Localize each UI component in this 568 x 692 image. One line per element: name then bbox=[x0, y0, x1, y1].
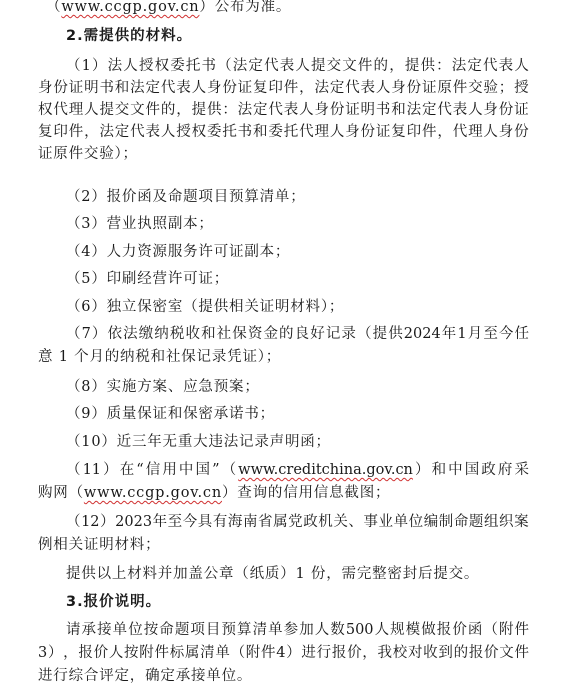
section-heading-3: 3.报价说明。 bbox=[66, 594, 162, 610]
text-line-4: 身 份 证 明 书 和 法 定 代 表 人 身 份 证 复 印 件 ， 法 定 代 表 人 身 份 证 原 件 交 验 ； 授 bbox=[38, 80, 529, 96]
text-line-5: 权 代 理 人 提 交 文 件 的 ， 提 供 ： 法 定 代 表 人 身 份 证 明 书 和 法 定 代 表 人 身 份 证 bbox=[38, 102, 529, 118]
text-line-8: （2）报价函及命题项目预算清单； bbox=[66, 189, 306, 205]
text-line-14: 意 1 个月的纳税和社保记录凭证）； bbox=[38, 349, 282, 365]
text-line-24: 请 承 接 单 位 按 命 题 项 目 预 算 清 单 参 加 人 数 500 人 规 模 做 报 价 函 （ 附 件 bbox=[66, 622, 529, 638]
text-line-1: （www.ccgp.gov.cn）公布为准。 bbox=[46, 0, 292, 15]
text-line-7: 证原件交验）； bbox=[38, 146, 138, 162]
text-line-11: （5）印刷经营许可证； bbox=[66, 271, 230, 287]
text-line-25: 3 ） ， 报 价 人 按 附 件 标 属 清 单 （ 附 件 4 ） 进 行 报 价 ， 我 校 对 收 到 的 报 价 文 件 bbox=[38, 645, 529, 661]
text-line-21: 例相关证明材料； bbox=[38, 537, 161, 553]
text-line-18: （ 11 ） 在 “ 信 用 中 国 ” （ www.creditchina.gov.cn ） 和 中 国 政 府 采 bbox=[66, 462, 529, 478]
text-line-12: （6）独立保密室（提供相关证明材料）； bbox=[66, 299, 345, 315]
text-line-6: 复 印 件 ， 法 定 代 表 人 授 权 委 托 书 和 委 托 代 理 人 身 份 证 复 印 件 ， 代 理 人 身 份 bbox=[38, 124, 529, 140]
text-line-15: （8）实施方案、应急预案； bbox=[66, 379, 260, 395]
text-line-26: 进行综合评定，确定承接单位。 bbox=[38, 668, 253, 684]
text-line-22: 提供以上材料并加盖公章（纸质）1 份，需完整密封后提交。 bbox=[66, 566, 480, 582]
text-line-10: （4）人力资源服务许可证副本； bbox=[66, 244, 291, 260]
text-line-3: （ 1 ） 法 人 授 权 委 托 书 （ 法 定 代 表 人 提 交 文 件 的 ， 提 供 ： 法 定 代 表 人 bbox=[66, 58, 529, 74]
section-heading-2: 2.需提供的材料。 bbox=[66, 28, 193, 44]
text-line-13: （ 7 ） 依 法 缴 纳 税 收 和 社 保 资 金 的 良 好 记 录 （ 提 供 2024 年 1 月 至 今 任 bbox=[66, 326, 529, 342]
text-line-20: （ 12 ） 2023 年 至 今 具 有 海 南 省 属 党 政 机 关 、 事 业 单 位 编 制 命 题 组 织 案 bbox=[66, 514, 529, 530]
text-line-9: （3）营业执照副本； bbox=[66, 216, 214, 232]
text-line-16: （9）质量保证和保密承诺书； bbox=[66, 406, 275, 422]
text-line-17: （10）近三年无重大违法记录声明函； bbox=[66, 434, 331, 450]
text-line-19: 购网（www.ccgp.gov.cn）查询的信用信息截图； bbox=[38, 485, 391, 501]
